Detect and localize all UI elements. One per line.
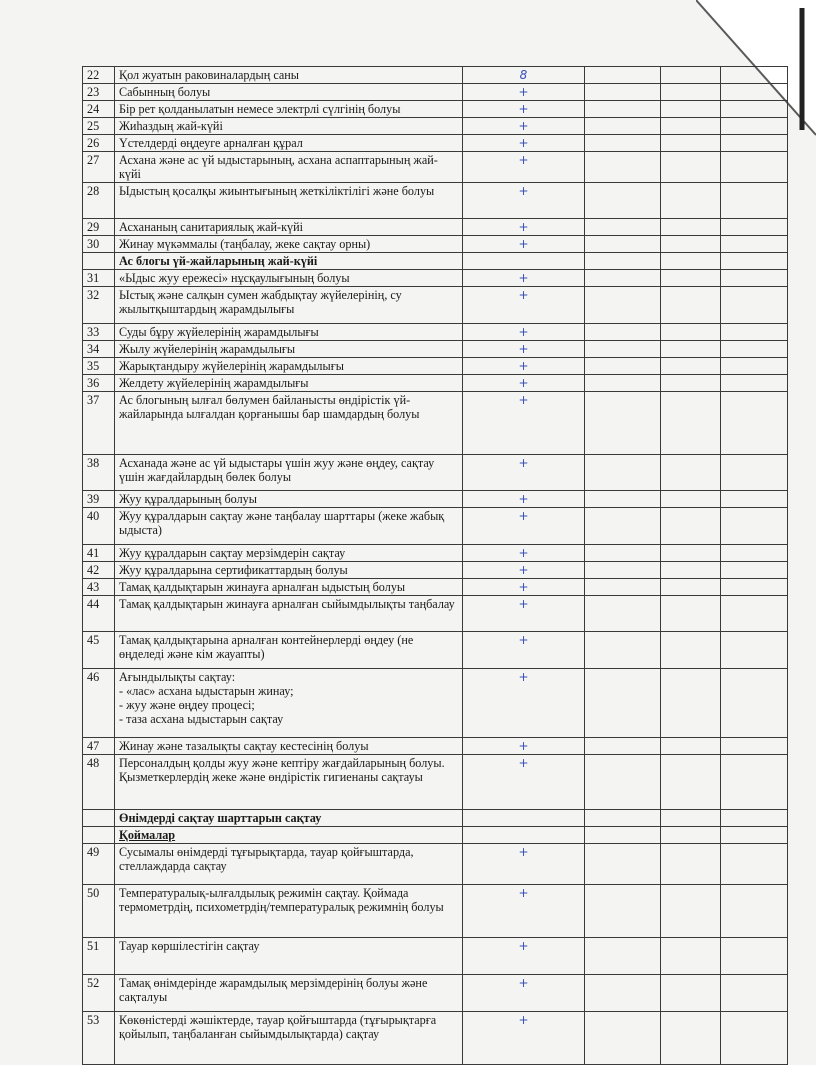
empty-cell [721,84,788,101]
row-criterion: Жуу құралдарын сақтау және таңбалау шарттары (жеке жабық ыдыста) [115,508,463,545]
table-row [83,183,788,219]
empty-cell [585,324,661,341]
empty-cell [661,67,721,84]
empty-cell [585,270,661,287]
empty-cell [661,810,721,827]
row-check-mark: + [463,596,585,632]
table-row [83,392,788,455]
subsection-row [83,827,788,844]
row-criterion: Жуу құралдарын сақтау мерзімдерін сақтау [115,545,463,562]
row-number: 51 [83,938,115,975]
empty-cell [585,375,661,392]
table-row [83,579,788,596]
row-criterion: Жинау және тазалықты сақтау кестесінің болуы [115,738,463,755]
empty-cell [721,253,788,270]
table-row [83,885,788,938]
row-number: 38 [83,455,115,491]
empty-cell [721,219,788,236]
row-number: 22 [83,67,115,84]
empty-cell [721,844,788,885]
row-number: 29 [83,219,115,236]
empty-cell [721,287,788,324]
row-check-mark: + [463,632,585,669]
row-check-mark: 8 [463,67,585,84]
empty-cell [661,827,721,844]
checklist-table [82,66,788,1065]
empty-cell [661,975,721,1012]
row-criterion: Жуу құралдарына сертификаттардың болуы [115,562,463,579]
row-check-mark: + [463,101,585,118]
empty-cell [721,596,788,632]
table-row [83,975,788,1012]
table-row [83,632,788,669]
row-criterion: Сусымалы өнімдерді тұғырықтарда, тауар қойғыштарда, стеллаждарда сақтау [115,844,463,885]
row-criterion: Асханада және ас үй ыдыстары үшін жуу және өңдеу, сақтау үшін жағдайлардың бөлек болуы [115,455,463,491]
empty-cell [661,375,721,392]
row-criterion: Тамақ қалдықтарына арналған контейнерлерді өңдеу (не өңделеді және кім жауапты) [115,632,463,669]
row-check-mark [463,827,585,844]
table-row [83,455,788,491]
table-row [83,118,788,135]
empty-cell [661,84,721,101]
row-check-mark: + [463,135,585,152]
row-criterion: Температуралық-ылғалдылық режимін сақтау. Қоймада термометрдің, психометрдің/температуралық режимнің болуы [115,885,463,938]
empty-cell [585,341,661,358]
row-criterion: Асхананың санитариялық жай-күйі [115,219,463,236]
empty-cell [585,101,661,118]
empty-cell [661,632,721,669]
empty-cell [661,738,721,755]
empty-cell [661,358,721,375]
row-criterion: Өнімдерді сақтау шарттарын сақтау [115,810,463,827]
empty-cell [721,669,788,738]
section-row [83,810,788,827]
row-check-mark [463,810,585,827]
empty-cell [585,827,661,844]
empty-cell [585,358,661,375]
empty-cell [585,236,661,253]
table-row [83,1012,788,1065]
empty-cell [585,455,661,491]
table-row [83,562,788,579]
row-number: 36 [83,375,115,392]
table-row [83,270,788,287]
row-number: 53 [83,1012,115,1065]
empty-cell [661,491,721,508]
row-criterion: Тамақ қалдықтарын жинауға арналған сыйымдылықты таңбалау [115,596,463,632]
empty-cell [721,738,788,755]
empty-cell [721,455,788,491]
row-check-mark: + [463,844,585,885]
empty-cell [661,253,721,270]
empty-cell [661,324,721,341]
empty-cell [721,236,788,253]
empty-cell [661,596,721,632]
table-row [83,287,788,324]
empty-cell [721,938,788,975]
empty-cell [661,392,721,455]
empty-cell [721,579,788,596]
table-row [83,67,788,84]
empty-cell [585,669,661,738]
checklist-sheet [82,66,787,1065]
empty-cell [585,810,661,827]
empty-cell [661,270,721,287]
empty-cell [721,755,788,810]
row-number: 52 [83,975,115,1012]
empty-cell [585,84,661,101]
empty-cell [585,152,661,183]
row-criterion: Көкөністерді жәшіктерде, тауар қойғыштарда (тұғырықтарға қойылып, таңбаланған сыйымдылықтарда) сақтау [115,1012,463,1065]
row-criterion: Асхана және ас үй ыдыстарының, асхана аспаптарының жай-күйі [115,152,463,183]
empty-cell [661,101,721,118]
row-check-mark: + [463,375,585,392]
row-check-mark: + [463,358,585,375]
empty-cell [585,545,661,562]
row-criterion: Тамақ өнімдерінде жарамдылық мерзімдерінің болуы және сақталуы [115,975,463,1012]
empty-cell [721,810,788,827]
empty-cell [721,562,788,579]
empty-cell [721,118,788,135]
row-number [83,810,115,827]
row-number: 43 [83,579,115,596]
row-number: 26 [83,135,115,152]
empty-cell [721,324,788,341]
table-row [83,341,788,358]
empty-cell [661,455,721,491]
empty-cell [721,101,788,118]
empty-cell [585,632,661,669]
row-check-mark: + [463,270,585,287]
row-criterion: Ас блогының ылғал бөлумен байланысты өндірістік үй-жайларында ылғалдан қорғанышы бар шамдардың болуы [115,392,463,455]
row-check-mark: + [463,455,585,491]
empty-cell [585,885,661,938]
empty-cell [721,975,788,1012]
empty-cell [721,358,788,375]
row-check-mark: + [463,183,585,219]
row-number: 28 [83,183,115,219]
empty-cell [585,844,661,885]
empty-cell [661,938,721,975]
row-check-mark: + [463,1012,585,1065]
empty-cell [721,827,788,844]
row-check-mark: + [463,938,585,975]
row-check-mark: + [463,287,585,324]
row-check-mark: + [463,341,585,358]
row-criterion: Суды бұру жүйелерінің жарамдылығы [115,324,463,341]
row-check-mark: + [463,755,585,810]
row-criterion: Сабынның болуы [115,84,463,101]
row-number: 45 [83,632,115,669]
empty-cell [721,632,788,669]
empty-cell [721,135,788,152]
row-number: 40 [83,508,115,545]
empty-cell [661,1012,721,1065]
empty-cell [585,938,661,975]
empty-cell [585,392,661,455]
empty-cell [721,508,788,545]
row-check-mark: + [463,885,585,938]
table-row [83,491,788,508]
row-number: 24 [83,101,115,118]
table-row [83,669,788,738]
row-check-mark: + [463,508,585,545]
row-number: 46 [83,669,115,738]
table-row [83,101,788,118]
empty-cell [661,885,721,938]
empty-cell [661,287,721,324]
row-check-mark: + [463,84,585,101]
empty-cell [661,545,721,562]
empty-cell [585,596,661,632]
table-row [83,358,788,375]
empty-cell [721,375,788,392]
row-number: 44 [83,596,115,632]
empty-cell [661,579,721,596]
empty-cell [585,562,661,579]
row-criterion: Ағындылықты сақтау: - «лас» асхана ыдыстарын жинау; - жуу және өңдеу процесі; - таза асхана ыдыстарын сақтау [115,669,463,738]
row-check-mark: + [463,975,585,1012]
empty-cell [585,579,661,596]
row-check-mark: + [463,324,585,341]
table-row [83,84,788,101]
row-check-mark: + [463,152,585,183]
row-criterion: Тауар көршілестігін сақтау [115,938,463,975]
table-row [83,738,788,755]
row-number: 30 [83,236,115,253]
row-check-mark: + [463,236,585,253]
row-number: 41 [83,545,115,562]
checklist-rows [83,67,788,1065]
row-criterion: Үстелдерді өңдеуге арналған құрал [115,135,463,152]
row-check-mark: + [463,219,585,236]
empty-cell [721,270,788,287]
row-check-mark: + [463,491,585,508]
row-number: 33 [83,324,115,341]
row-criterion: «Ыдыс жуу ережесі» нұсқаулығының болуы [115,270,463,287]
row-criterion: Жинау мүкәммалы (таңбалау, жеке сақтау орны) [115,236,463,253]
empty-cell [721,545,788,562]
empty-cell [721,341,788,358]
row-criterion: Ас блогы үй-жайларының жай-күйі [115,253,463,270]
empty-cell [585,1012,661,1065]
table-row [83,596,788,632]
empty-cell [661,844,721,885]
empty-cell [721,152,788,183]
row-check-mark: + [463,738,585,755]
empty-cell [585,755,661,810]
empty-cell [585,135,661,152]
empty-cell [585,67,661,84]
row-criterion: Ыстық және салқын сумен жабдықтау жүйелерінің, су жылытқыштардың жарамдылығы [115,287,463,324]
table-row [83,135,788,152]
empty-cell [661,118,721,135]
empty-cell [721,392,788,455]
row-criterion: Ыдыстың қосалқы жиынтығының жеткіліктілігі және болуы [115,183,463,219]
row-check-mark: + [463,545,585,562]
row-number: 39 [83,491,115,508]
row-number: 31 [83,270,115,287]
row-criterion: Қоймалар [115,827,463,844]
row-check-mark [463,253,585,270]
empty-cell [661,508,721,545]
table-row [83,938,788,975]
empty-cell [721,491,788,508]
empty-cell [661,755,721,810]
empty-cell [661,669,721,738]
row-criterion: Желдету жүйелерінің жарамдылығы [115,375,463,392]
row-check-mark: + [463,118,585,135]
table-row [83,844,788,885]
empty-cell [585,118,661,135]
empty-cell [585,253,661,270]
row-number: 34 [83,341,115,358]
empty-cell [661,183,721,219]
section-row [83,253,788,270]
empty-cell [661,152,721,183]
row-criterion: Жылу жүйелерінің жарамдылығы [115,341,463,358]
empty-cell [661,562,721,579]
row-criterion: Тамақ қалдықтарын жинауға арналған ыдыстың болуы [115,579,463,596]
row-criterion: Жиһаздың жай-күйі [115,118,463,135]
empty-cell [721,67,788,84]
table-row [83,375,788,392]
row-number [83,253,115,270]
row-number: 37 [83,392,115,455]
row-number: 35 [83,358,115,375]
empty-cell [585,508,661,545]
table-row [83,236,788,253]
row-check-mark: + [463,562,585,579]
empty-cell [661,236,721,253]
row-criterion: Қол жуатын раковиналардың саны [115,67,463,84]
row-check-mark: + [463,392,585,455]
empty-cell [721,1012,788,1065]
empty-cell [661,341,721,358]
empty-cell [721,183,788,219]
empty-cell [661,219,721,236]
row-criterion: Персоналдың қолды жуу және кептіру жағдайларының болуы. Қызметкерлердің жеке және өндірістік гигиенаны сақтауы [115,755,463,810]
row-number: 25 [83,118,115,135]
row-criterion: Жарықтандыру жүйелерінің жарамдылығы [115,358,463,375]
empty-cell [585,491,661,508]
row-check-mark: + [463,579,585,596]
empty-cell [661,135,721,152]
table-row [83,324,788,341]
empty-cell [585,219,661,236]
row-number: 48 [83,755,115,810]
empty-cell [585,975,661,1012]
row-number: 50 [83,885,115,938]
row-number: 49 [83,844,115,885]
empty-cell [585,183,661,219]
table-row [83,152,788,183]
row-criterion: Бір рет қолданылатын немесе электрлі сүлгінің болуы [115,101,463,118]
table-row [83,508,788,545]
row-criterion: Жуу құралдарының болуы [115,491,463,508]
row-number: 32 [83,287,115,324]
row-number [83,827,115,844]
table-row [83,755,788,810]
row-number: 27 [83,152,115,183]
table-row [83,219,788,236]
empty-cell [585,287,661,324]
row-number: 42 [83,562,115,579]
table-row [83,545,788,562]
empty-cell [585,738,661,755]
row-check-mark: + [463,669,585,738]
row-number: 23 [83,84,115,101]
row-number: 47 [83,738,115,755]
empty-cell [721,885,788,938]
